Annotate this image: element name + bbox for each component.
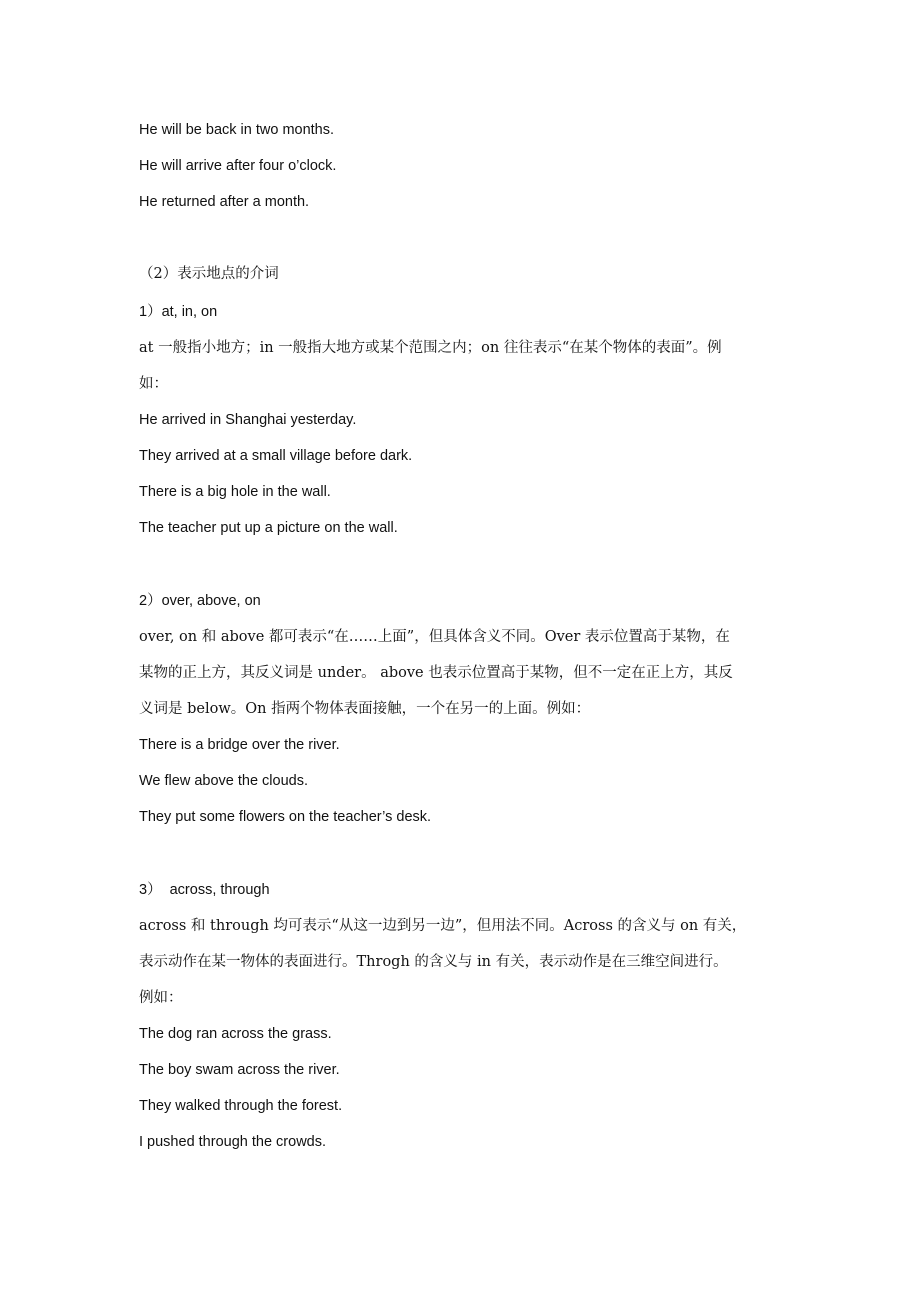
time-example-3: He returned after a month. (139, 194, 310, 210)
sub2-explanation-line-2: 某物的正上方，其反义词是 under。 above 也表示位置高于某物，但不一定在正上方，其反 (139, 665, 733, 681)
sub1-example-3: There is a big hole in the wall. (139, 484, 331, 500)
sub1-example-2: They arrived at a small village before dark. (139, 448, 413, 464)
sub3-example-2: The boy swam across the river. (139, 1062, 340, 1078)
section-place-heading: （2）表示地点的介词 (139, 266, 279, 282)
sub1-heading: 1）at, in, on (139, 304, 218, 320)
sub2-example-3: They put some flowers on the teacher’s desk. (139, 809, 432, 825)
sub2-heading: 2）over, above, on (139, 593, 261, 609)
sub1-example-1: He arrived in Shanghai yesterday. (139, 412, 357, 428)
sub1-explanation-line-2: 如： (139, 376, 168, 392)
sub2-explanation-line-1: over, on 和 above 都可表示“在……上面”，但具体含义不同。Over 表示位置高于某物，在 (139, 629, 730, 645)
sub3-explanation-line-2: 表示动作在某一物体的表面进行。Throgh 的含义与 in 有关，表示动作是在三维空间进行。 (139, 954, 728, 970)
sub3-explanation-line-3: 例如： (139, 990, 183, 1006)
sub2-example-2: We flew above the clouds. (139, 773, 308, 789)
sub3-heading: 3） across, through (139, 882, 270, 898)
sub1-explanation-line-1: at 一般指小地方；in 一般指大地方或某个范围之内；on 往往表示“在某个物体的表面”。例 (139, 340, 722, 356)
time-example-1: He will be back in two months. (139, 122, 335, 138)
sub1-example-4: The teacher put up a picture on the wall. (139, 520, 398, 536)
sub3-example-4: I pushed through the crowds. (139, 1134, 327, 1150)
sub3-example-3: They walked through the forest. (139, 1098, 343, 1114)
sub3-example-1: The dog ran across the grass. (139, 1026, 332, 1042)
sub2-example-1: There is a bridge over the river. (139, 737, 340, 753)
time-example-2: He will arrive after four o’clock. (139, 158, 337, 174)
sub2-explanation-line-3: 义词是 below。On 指两个物体表面接触，一个在另一的上面。例如： (139, 701, 591, 717)
sub3-explanation-line-1: across 和 through 均可表示“从这一边到另一边”，但用法不同。Across 的含义与 on 有关， (139, 918, 747, 934)
